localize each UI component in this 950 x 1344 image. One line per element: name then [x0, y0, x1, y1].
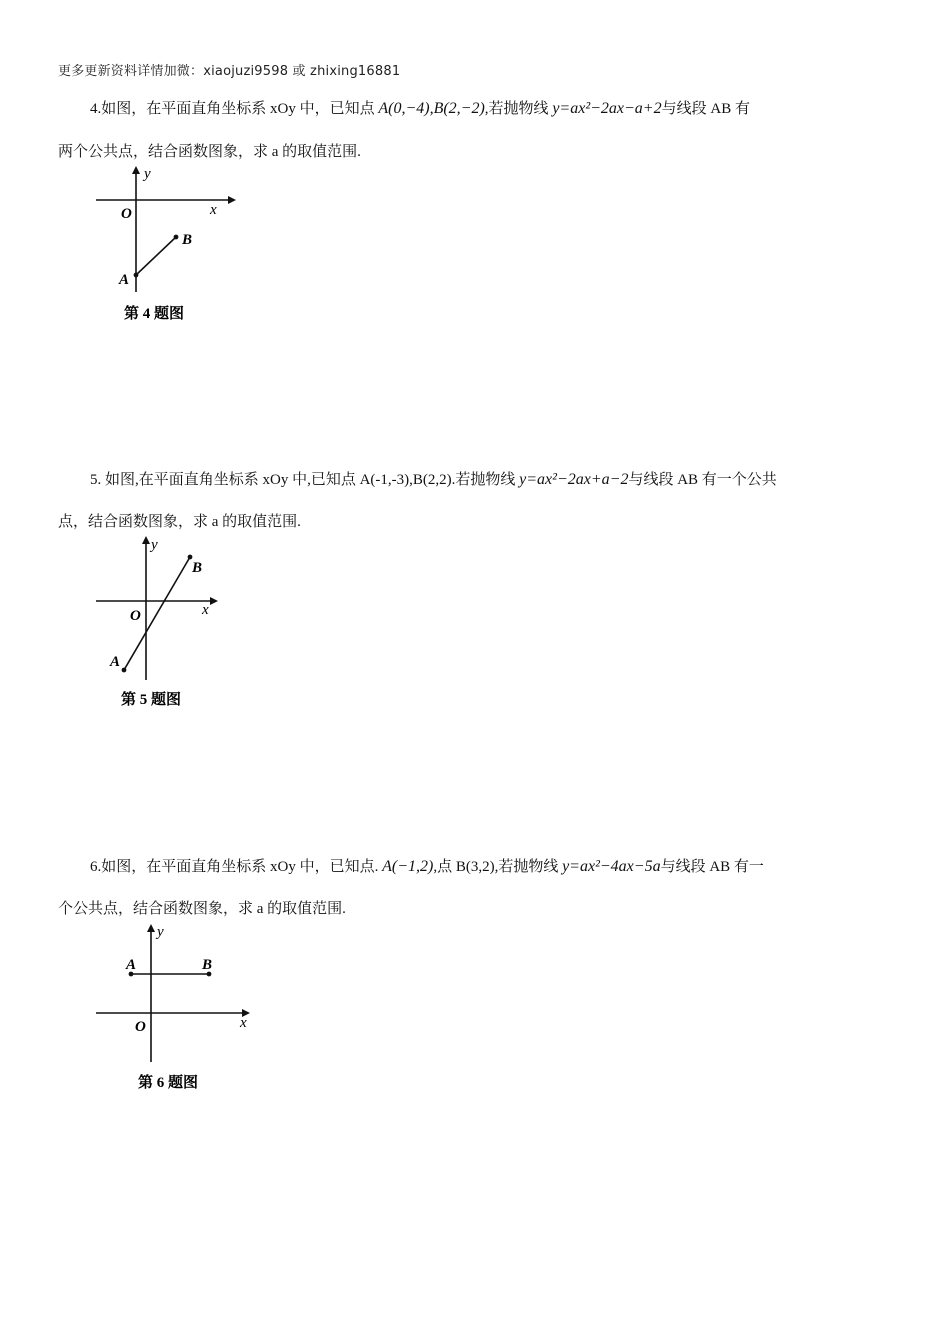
origin-label: O [130, 608, 141, 624]
x-axis-label: x [202, 602, 209, 618]
problem-6-point-a: A(−1,2) [382, 858, 434, 875]
figure-caption: 第 5 题图 [121, 692, 182, 708]
problem-4-line-2: 两个公共点，结合函数图象，求 a 的取值范围. [58, 144, 361, 160]
problem-4-prefix: 4.如图，在平面直角坐标系 xOy 中，已知点 [90, 101, 379, 117]
point-a-label: A [126, 957, 137, 973]
point-b-label: B [182, 232, 193, 248]
y-axis-arrow-icon [147, 924, 155, 932]
problem-4-equation: y=ax²−2ax−a+2 [552, 100, 662, 117]
point-b-label: B [202, 957, 213, 973]
problem-6-suffix: 与线段 AB 有一 [660, 859, 764, 875]
origin-label: O [135, 1019, 146, 1035]
y-axis-label: y [144, 166, 151, 182]
problem-6-figure [92, 920, 262, 1105]
problem-4-points: A(0,−4),B(2,−2) [378, 100, 485, 117]
segment-ab [136, 237, 176, 275]
problem-5-equation: y=ax²−2ax+a−2 [519, 471, 629, 488]
header-note: 更多更新资料详情加微：xiaojuzi9598 或 zhixing16881 [58, 64, 401, 79]
x-axis-arrow-icon [228, 196, 236, 204]
x-axis-label: x [240, 1015, 247, 1031]
problem-6-prefix: 6.如图，在平面直角坐标系 xOy 中，已知点. [90, 859, 383, 875]
point-b-label: B [192, 560, 203, 576]
x-axis-arrow-icon [210, 597, 218, 605]
figure-caption: 第 4 题图 [124, 306, 185, 322]
problem-6-line-1 [58, 857, 894, 877]
problem-4-suffix: 与线段 AB 有 [661, 101, 750, 117]
problem-4-mid: ,若抛物线 [484, 101, 553, 117]
problem-5-line-2: 点，结合函数图象，求 a 的取值范围. [58, 514, 301, 530]
point-a [134, 273, 139, 278]
y-axis-arrow-icon [142, 536, 150, 544]
y-axis-arrow-icon [132, 166, 140, 174]
point-b [188, 555, 193, 560]
problem-5-line-1 [58, 470, 894, 490]
origin-label: O [121, 206, 132, 222]
point-a [122, 668, 127, 673]
problem-6-mid: ,点 B(3,2),若抛物线 [433, 859, 563, 875]
x-axis-label: x [210, 202, 217, 218]
y-axis-label: y [157, 924, 164, 940]
point-a-label: A [110, 654, 121, 670]
problem-5-figure [92, 532, 242, 722]
y-axis-label: y [151, 537, 158, 553]
problem-5-prefix: 5. 如图,在平面直角坐标系 xOy 中,已知点 A(-1,-3),B(2,2).若抛物线 [90, 472, 520, 488]
problem-6-line-2: 个公共点，结合函数图象，求 a 的取值范围. [58, 901, 346, 917]
problem-6-equation: y=ax²−4ax−5a [562, 858, 661, 875]
problem-4-figure [92, 162, 242, 337]
point-b [174, 235, 179, 240]
problem-5-suffix: 与线段 AB 有一个公共 [628, 472, 777, 488]
figure-caption: 第 6 题图 [138, 1075, 199, 1091]
problem-4-line-1 [58, 99, 894, 119]
point-a-label: A [119, 272, 130, 288]
